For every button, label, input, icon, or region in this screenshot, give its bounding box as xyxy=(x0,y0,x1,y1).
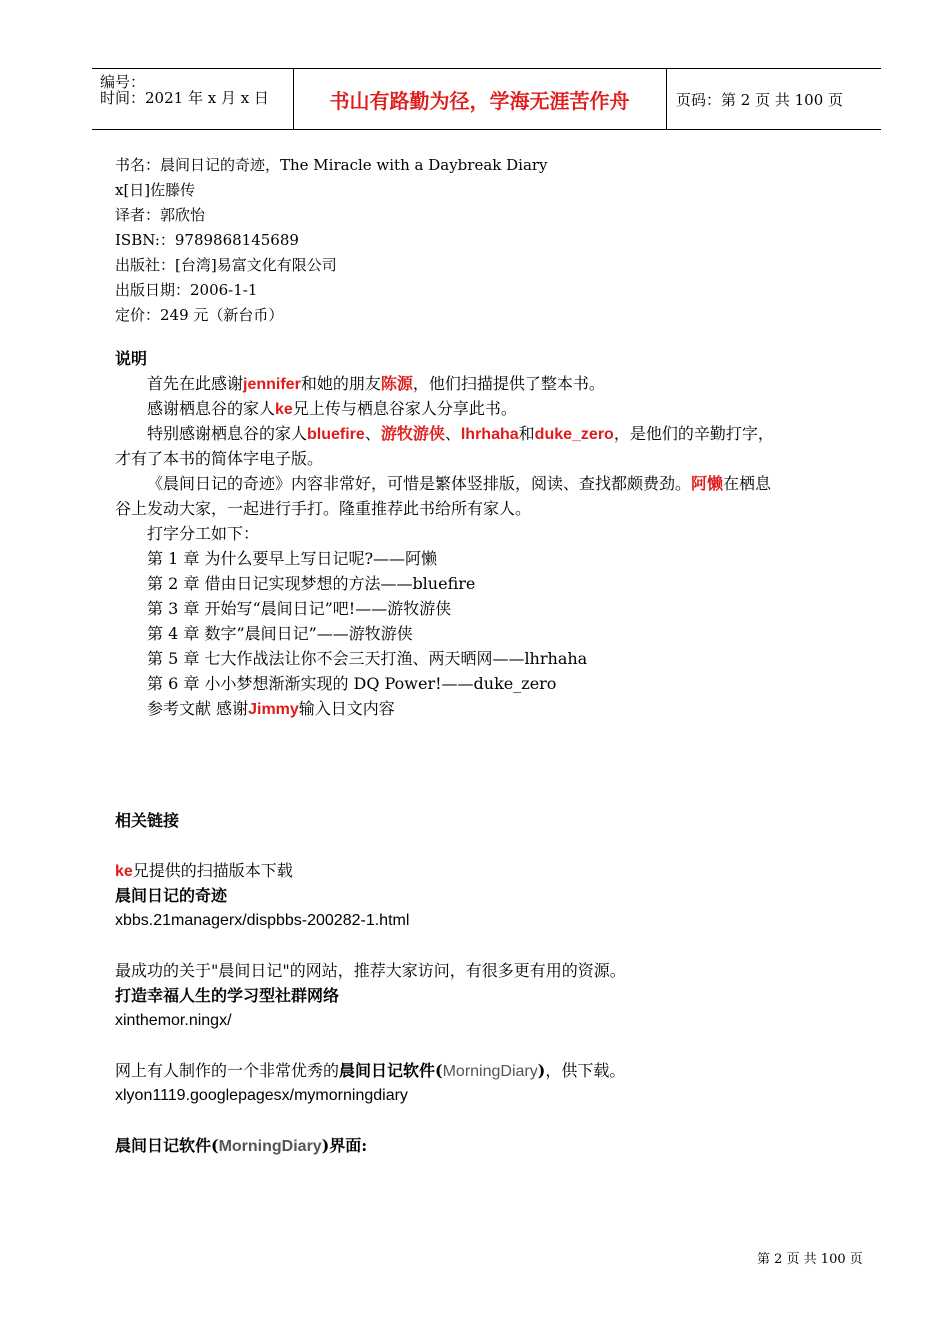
chapter-item: 第 3 章 开始写“晨间日记”吧!——游牧游侠 xyxy=(147,599,452,618)
time-label: 时间：2021 年 x 月 x 日 xyxy=(100,89,269,107)
link-title[interactable]: 打造幸福人生的学习型社群网络 xyxy=(115,986,340,1005)
intro-paragraph xyxy=(115,371,875,396)
contributor-name: ke xyxy=(115,863,133,880)
text: 网上有人制作的一个非常优秀的 xyxy=(115,1061,340,1080)
text: ，是他们的辛勤打字， xyxy=(613,424,774,443)
text: 晨间日记软件( xyxy=(115,1136,219,1155)
book-info xyxy=(115,153,875,328)
code-label: 编号： xyxy=(100,73,146,91)
link-description xyxy=(115,858,875,883)
contributor-name: 陈源 xyxy=(380,376,413,393)
contributor-name: 阿懒 xyxy=(691,476,724,493)
link-title[interactable]: 晨间日记的奇迹 xyxy=(115,886,228,905)
intro-heading: 说明 xyxy=(115,349,148,368)
link-url[interactable]: xbbs.21managerx/dispbbs-200282-1.html xyxy=(115,912,410,929)
text: 参考文献 感谢 xyxy=(147,699,249,718)
header-page-number: 页码：第 2 页 共 100 页 xyxy=(676,90,844,109)
book-title: 书名：晨间日记的奇迹，The Miracle with a Daybreak Diary xyxy=(115,156,548,174)
text: 首先在此感谢 xyxy=(147,374,244,393)
text: )界面: xyxy=(321,1136,368,1155)
text: 兄提供的扫描版本下载 xyxy=(132,861,293,880)
intro-paragraph-cont: 谷上发动大家，一起进行手打。隆重推荐此书给所有家人。 xyxy=(115,499,532,518)
contributor-name: bluefire xyxy=(307,426,365,443)
text: 在栖息 xyxy=(723,474,772,493)
link-description xyxy=(115,1058,875,1083)
text: 和 xyxy=(518,424,535,443)
contributor-name: duke_zero xyxy=(534,426,614,443)
text: 特别感谢栖息谷的家人 xyxy=(147,424,308,443)
book-translator: 译者：郭欣怡 xyxy=(115,206,206,224)
division-label: 打字分工如下： xyxy=(147,524,260,543)
text: 《晨间日记的奇迹》内容非常好，可惜是繁体竖排版，阅读、查找都颇费劲。 xyxy=(147,474,692,493)
header-motto: 书山有路勤为径，学海无涯苦作舟 xyxy=(329,88,630,113)
chapter-item: 第 1 章 为什么要早上写日记呢?——阿懒 xyxy=(147,549,438,568)
document-body xyxy=(115,153,875,1158)
chapter-item: 第 4 章 数字”晨间日记”——游牧游侠 xyxy=(147,624,413,643)
header-meta xyxy=(100,69,290,129)
software-name-en: MorningDiary xyxy=(442,1063,538,1080)
chapter-item: 第 2 章 借由日记实现梦想的方法——bluefire xyxy=(147,574,476,593)
intro-paragraph xyxy=(115,396,875,421)
reference-line xyxy=(115,696,875,721)
contributor-name: Jimmy xyxy=(248,701,299,718)
text: 输入日文内容 xyxy=(298,699,395,718)
software-heading xyxy=(115,1133,875,1158)
link-url[interactable]: xlyon1119.googlepagesx/mymorningdiary xyxy=(115,1087,408,1104)
text: 和她的朋友 xyxy=(300,374,381,393)
contributor-name: lhrhaha xyxy=(460,426,519,443)
intro-paragraph xyxy=(115,421,875,446)
book-publisher: 出版社：[台湾]易富文化有限公司 xyxy=(115,256,337,274)
text: ，他们扫描提供了整本书。 xyxy=(412,374,605,393)
book-author: x[日]佐滕传 xyxy=(115,181,196,199)
intro-paragraph-cont: 才有了本书的简体字电子版。 xyxy=(115,449,324,468)
text: 感谢栖息谷的家人 xyxy=(147,399,276,418)
software-name: 晨间日记软件( xyxy=(339,1061,443,1080)
contributor-name: jennifer xyxy=(243,376,301,393)
intro-paragraph xyxy=(115,471,875,496)
software-name-en: MorningDiary xyxy=(218,1138,322,1155)
text: ，供下载。 xyxy=(545,1061,626,1080)
book-isbn: ISBN:：9789868145689 xyxy=(115,231,299,249)
link-url[interactable]: xinthemor.ningx/ xyxy=(115,1012,232,1029)
chapter-item: 第 6 章 小小梦想渐渐实现的 DQ Power!——duke_zero xyxy=(147,674,557,693)
text: 兄上传与栖息谷家人分享此书。 xyxy=(292,399,517,418)
header-divider xyxy=(666,69,667,129)
text: ) xyxy=(537,1061,546,1080)
text: 、 xyxy=(444,424,461,443)
book-date: 出版日期：2006-1-1 xyxy=(115,281,258,299)
page-footer: 第 2 页 共 100 页 xyxy=(757,1252,863,1267)
contributor-name: 游牧游侠 xyxy=(380,426,445,443)
link-description: 最成功的关于"晨间日记"的网站，推荐大家访问，有很多更有用的资源。 xyxy=(115,961,626,980)
page-header xyxy=(92,68,881,130)
text: 、 xyxy=(364,424,381,443)
chapter-item: 第 5 章 七大作战法让你不会三天打渔、两天晒网——lhrhaha xyxy=(147,649,588,668)
contributor-name: ke xyxy=(275,401,293,418)
links-heading: 相关链接 xyxy=(115,811,180,830)
book-price: 定价：249 元（新台币） xyxy=(115,306,284,324)
